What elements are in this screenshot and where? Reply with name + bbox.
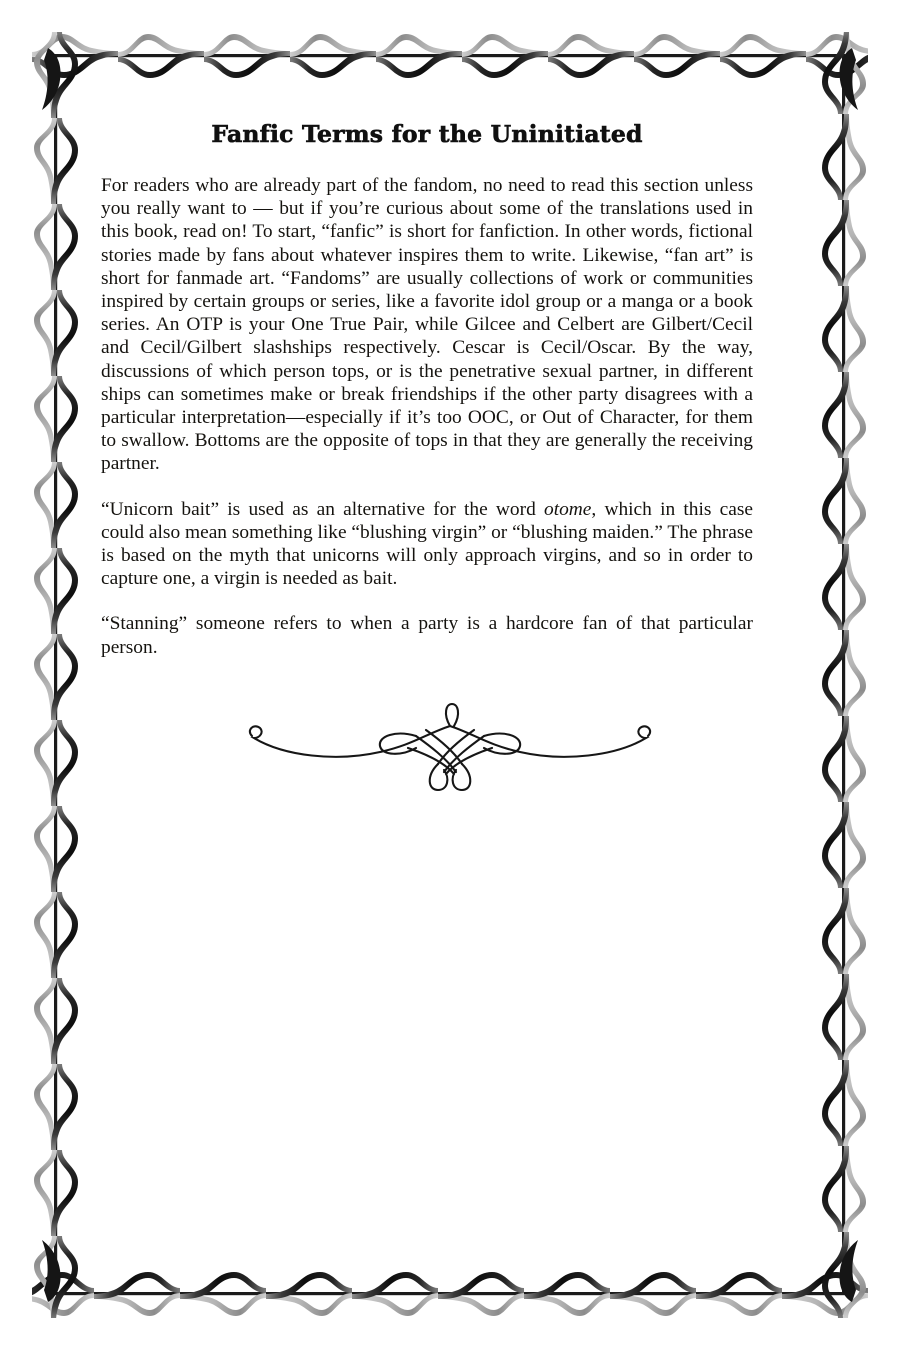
paragraph-unicorn-bait (101, 498, 753, 591)
page-content (101, 120, 753, 659)
paragraph-fanfic-basics (101, 174, 753, 476)
text-run: “Stanning” someone refers to when a party is a hardcore fan of that particular person. (101, 613, 753, 658)
frame-ribbon-top (32, 32, 868, 80)
body-copy (101, 174, 753, 659)
frame-ribbon-left (32, 32, 80, 1318)
page-title: Fanfic Terms for the Uninitiated (211, 120, 643, 148)
text-run: , which in this case could also mean something like “blushing virgin” or “blushing maiden.” The phrase is based on the myth that unicorns will only approach virgins, and so in order to capture one, a virgin is needed as bait. (101, 498, 753, 590)
italic-term: otome (544, 498, 592, 520)
frame-ribbon-bottom (32, 1270, 868, 1318)
text-run: For readers who are already part of the fandom, no need to read this section unless you really want to — but if you’re curious about some of the translations used in this book, read on! To start, “fanfic” is short for fanfiction. In other words, fictional stories made by fans about whatever inspires them to write. Likewise, “fan art” is short for fanmade art. “Fandoms” are usually collections of work or communities inspired by certain groups or series, like a favorite idol group or a manga or a book series. An OTP is your One True Pair, while Gilcee and Celbert are Gilbert/Cecil and Cecil/Gilbert slashships respectively. Cescar is Cecil/Oscar. By the way, discussions of which person tops, or is the penetrative sexual partner, in different ships can sometimes make or break friendships if the other party disagrees with a particular interpretation—especially if it’s too OOC, or Out of Character, for them to swallow. Bottoms are the opposite of tops in that they are generally the receiving partner. (101, 175, 753, 475)
frame-ribbon-right (820, 32, 868, 1318)
flourish-divider-ornament (240, 700, 660, 800)
paragraph-stanning (101, 612, 753, 658)
text-run: “Unicorn bait” is used as an alternative for the word (101, 498, 544, 520)
